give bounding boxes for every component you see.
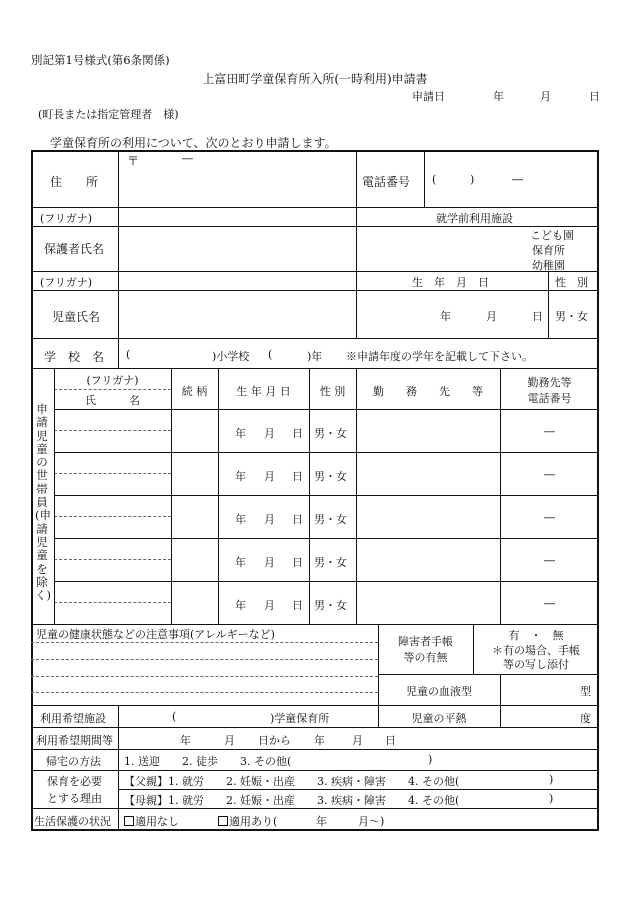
school-name-input[interactable] (134, 344, 210, 364)
phone-label: 電話番号 (362, 175, 411, 189)
welfare-yes-option[interactable] (218, 813, 277, 829)
addressee: (町長または指定管理者 様) (38, 108, 179, 121)
welfare-yes-label: 適用あり( (229, 815, 278, 828)
member-birth-year[interactable]: 年 (235, 599, 246, 612)
child-sex[interactable]: 男・女 (555, 310, 588, 323)
welfare-none-option[interactable] (124, 813, 179, 829)
preschool-option-yochien[interactable]: 幼稚園 (532, 259, 565, 272)
member-birth-month[interactable]: 月 (264, 599, 275, 612)
grade-note: ※申請年度の学年を記載して下さい。 (346, 350, 533, 363)
facility-open-paren: ( (172, 710, 177, 723)
household-side-label: 申請児童の世帯員(申請児童を除く) (35, 402, 51, 603)
member-birth-month[interactable]: 月 (264, 427, 275, 440)
phone-dash: ― (512, 173, 523, 186)
member-phone-dash: ― (544, 511, 555, 524)
household-work-phone-header-2: 電話番号 (527, 392, 572, 405)
member-birth-year[interactable]: 年 (235, 427, 246, 440)
member-birth-year[interactable]: 年 (235, 470, 246, 483)
member-phone-dash: ― (544, 597, 555, 610)
school-open-paren: ( (126, 348, 131, 361)
health-notes-input[interactable] (34, 643, 374, 703)
preschool-option-kodomoen[interactable]: こども園 (530, 229, 574, 242)
reason-mother-options[interactable]: 【母親】1. 就労 2. 妊娠・出産 3. 疾病・障害 4. その他( (124, 794, 460, 807)
reason-father-close: ) (549, 773, 554, 786)
phone-close-paren: ) (470, 173, 475, 186)
member-birth-day[interactable]: 日 (292, 513, 303, 526)
temperature-input[interactable] (504, 708, 576, 725)
facility-suffix: )学童保育所 (270, 712, 330, 725)
child-name-label: 児童氏名 (52, 310, 101, 324)
health-notes-label: 児童の健康状態などの注意事項(アレルギーなど) (36, 628, 275, 641)
facility-label: 利用希望施設 (40, 712, 106, 725)
phone-input-area[interactable] (428, 155, 594, 203)
household-relation-header: 続 柄 (181, 385, 208, 398)
guardian-name-input[interactable] (122, 229, 352, 268)
address-label: 住 所 (50, 175, 99, 189)
member-sex[interactable]: 男・女 (314, 470, 347, 483)
grade-open-paren: ( (268, 348, 273, 361)
member-phone-dash: ― (544, 554, 555, 567)
member-sex[interactable]: 男・女 (314, 556, 347, 569)
guardian-furigana-input[interactable] (122, 209, 352, 224)
member-birth-month[interactable]: 月 (264, 556, 275, 569)
blood-type-input[interactable] (504, 678, 576, 702)
guardian-name-label: 保護者氏名 (44, 242, 105, 256)
member-birth-day[interactable]: 日 (292, 556, 303, 569)
disability-label-2: 等の有無 (403, 651, 448, 664)
address-input-area[interactable] (124, 168, 350, 202)
guardian-furigana-label: (フリガナ) (40, 212, 93, 225)
child-name-input[interactable] (122, 294, 352, 334)
period-to-year[interactable]: 年 (314, 734, 325, 747)
household-furigana-header: (フリガナ) (86, 374, 139, 387)
child-furigana-input[interactable] (122, 273, 352, 288)
blood-type-label: 児童の血液型 (406, 685, 472, 698)
welfare-none-label: 適用なし (135, 815, 179, 828)
temperature-label: 児童の平熱 (411, 712, 467, 725)
form-reference: 別記第1号様式(第6条関係) (31, 53, 170, 67)
period-label: 利用希望期間等 (36, 734, 113, 747)
facility-input[interactable] (180, 708, 268, 725)
reason-label-2: とする理由 (47, 792, 102, 805)
welfare-month[interactable]: 月～) (358, 815, 385, 828)
child-birth-year[interactable]: 年 (440, 310, 451, 323)
school-name-suffix: )小学校 (212, 350, 250, 363)
period-from-month[interactable]: 月 (224, 734, 235, 747)
period-from-day[interactable]: 日から (258, 734, 291, 747)
welfare-year[interactable]: 年 (316, 815, 327, 828)
member-phone-dash: ― (544, 468, 555, 481)
application-date-year[interactable]: 年 (493, 90, 504, 103)
child-furigana-label: (フリガナ) (40, 276, 93, 289)
reason-label-1: 保育を必要 (47, 775, 102, 788)
period-to-month[interactable]: 月 (352, 734, 363, 747)
application-date-month[interactable]: 月 (540, 90, 551, 103)
application-date-label: 申請日 (412, 90, 445, 103)
welfare-label: 生活保護の状況 (34, 815, 111, 828)
household-name-header: 氏 名 (85, 394, 140, 407)
household-work-phone-header-1: 勤務先等 (527, 376, 572, 389)
household-birth-header: 生 年 月 日 (236, 385, 291, 398)
reason-mother-close: ) (549, 792, 554, 805)
child-birth-day[interactable]: 日 (532, 310, 543, 323)
member-birth-year[interactable]: 年 (235, 513, 246, 526)
disability-label-1: 障害者手帳 (398, 635, 453, 648)
postal-code-dash: ― (182, 152, 193, 165)
grade-suffix: )年 (307, 350, 323, 363)
welfare-yes-checkbox[interactable] (218, 816, 228, 826)
member-sex[interactable]: 男・女 (314, 599, 347, 612)
welfare-none-checkbox[interactable] (124, 816, 134, 826)
member-birth-day[interactable]: 日 (292, 427, 303, 440)
preschool-header: 就学前利用施設 (436, 212, 513, 225)
school-label: 学 校 名 (44, 350, 105, 364)
household-sex-header: 性 別 (319, 385, 346, 398)
return-method-label: 帰宅の方法 (46, 755, 101, 768)
postal-mark: 〒 (127, 154, 140, 168)
form-title: 上富田町学童保育所入所(一時利用)申請書 (202, 72, 428, 86)
disability-note-2: 等の写し添付 (503, 658, 569, 671)
blood-type-unit: 型 (580, 685, 591, 698)
member-sex[interactable]: 男・女 (314, 427, 347, 440)
disability-yes-no[interactable]: 有 ・ 無 (508, 629, 564, 642)
household-work-header: 勤 務 先 等 (373, 385, 483, 398)
disability-note-1: ＊有の場合、手帳 (492, 644, 580, 657)
return-method-options[interactable]: 1. 送迎 2. 徒歩 3. その他( (124, 755, 292, 768)
member-birth-day[interactable]: 日 (292, 470, 303, 483)
member-birth-month[interactable]: 月 (264, 513, 275, 526)
period-from-year[interactable]: 年 (180, 734, 191, 747)
birth-date-header: 生 年 月 日 (412, 276, 489, 289)
child-birth-month[interactable]: 月 (486, 310, 497, 323)
grade-input[interactable] (276, 344, 306, 364)
member-birth-day[interactable]: 日 (292, 599, 303, 612)
phone-open-paren: ( (432, 173, 437, 186)
member-sex[interactable]: 男・女 (314, 513, 347, 526)
member-birth-month[interactable]: 月 (264, 470, 275, 483)
preschool-option-hoikusho[interactable]: 保育所 (532, 244, 565, 257)
return-method-close: ) (428, 753, 433, 766)
period-to-day[interactable]: 日 (385, 734, 396, 747)
application-date-day[interactable]: 日 (589, 90, 600, 103)
member-phone-dash: ― (544, 425, 555, 438)
member-birth-year[interactable]: 年 (235, 556, 246, 569)
sex-header: 性 別 (555, 276, 588, 289)
temperature-unit: 度 (580, 712, 591, 725)
intro-text: 学童保育所の利用について、次のとおり申請します。 (50, 136, 337, 150)
reason-father-options[interactable]: 【父親】1. 就労 2. 妊娠・出産 3. 疾病・障害 4. その他( (124, 775, 460, 788)
